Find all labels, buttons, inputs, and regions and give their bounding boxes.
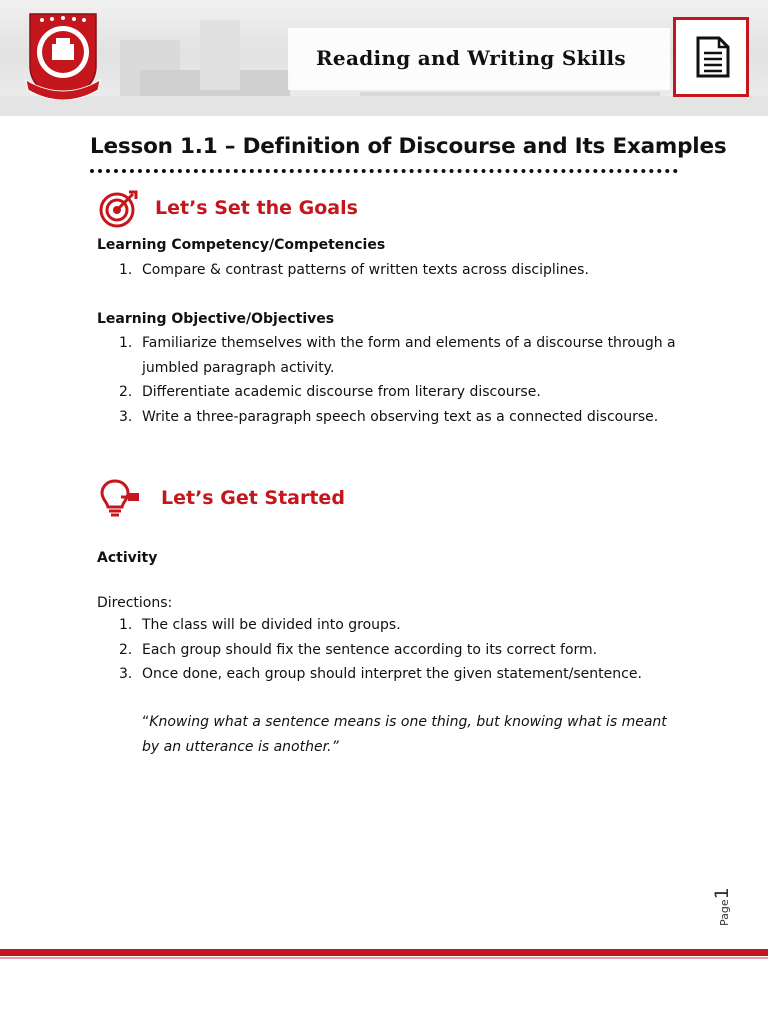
list-item xyxy=(97,405,687,430)
list-text: Compare & contrast patterns of written texts across disciplines. xyxy=(142,262,589,278)
list-text: Each group should fix the sentence according to its correct form. xyxy=(142,641,598,658)
list-item xyxy=(97,331,687,380)
document-icon xyxy=(696,36,730,78)
target-icon xyxy=(99,189,139,229)
activity-label: Activity xyxy=(97,550,158,566)
footer-rule-shadow xyxy=(0,957,768,959)
list-item xyxy=(97,662,687,687)
lightbulb-icon xyxy=(99,477,143,519)
footer-rule xyxy=(0,949,768,956)
page-number xyxy=(711,887,733,926)
list-number: 1. xyxy=(119,335,133,351)
course-title: Reading and Writing Skills xyxy=(316,46,626,70)
objective-heading: Learning Objective/Objectives xyxy=(97,311,335,327)
lesson-title: Lesson 1.1 – Definition of Discourse and Its Examples xyxy=(90,134,727,159)
goals-heading: Let’s Set the Goals xyxy=(155,197,358,219)
list-number: 2. xyxy=(119,384,133,400)
quote-text: Knowing what a sentence means is one thing, but knowing what is meant by an utterance is another.” xyxy=(142,714,667,755)
list-number: 2. xyxy=(119,641,133,658)
list-text: The class will be divided into groups. xyxy=(142,617,401,633)
directions-list xyxy=(97,613,687,687)
list-text: Write a three-paragraph speech observing text as a connected discourse. xyxy=(142,408,659,425)
list-item xyxy=(97,258,687,283)
list-item xyxy=(97,380,687,405)
competency-heading: Learning Competency/Competencies xyxy=(97,237,386,253)
objective-list xyxy=(97,331,687,429)
competency-list xyxy=(97,258,687,283)
list-item xyxy=(97,613,687,638)
page-word: Page xyxy=(718,899,731,926)
list-number: 3. xyxy=(119,408,133,425)
document-icon-box xyxy=(673,17,749,97)
page-number-value: 1 xyxy=(711,887,733,900)
college-seal-icon xyxy=(22,10,104,104)
list-text: Familiarize themselves with the form and elements of a discourse through a jumbled paragraph activity. xyxy=(142,335,676,376)
quote-block xyxy=(142,710,682,760)
list-text: Once done, each group should interpret the given statement/sentence. xyxy=(142,666,642,682)
directions-label: Directions: xyxy=(97,595,173,611)
list-text: Differentiate academic discourse from literary discourse. xyxy=(142,384,541,400)
list-number: 1. xyxy=(119,617,133,633)
list-item xyxy=(97,638,687,663)
quote-open-mark: “ xyxy=(142,714,150,730)
list-number: 1. xyxy=(119,262,133,278)
get-started-heading: Let’s Get Started xyxy=(161,487,345,509)
title-divider xyxy=(90,169,678,173)
list-number: 3. xyxy=(119,666,133,682)
